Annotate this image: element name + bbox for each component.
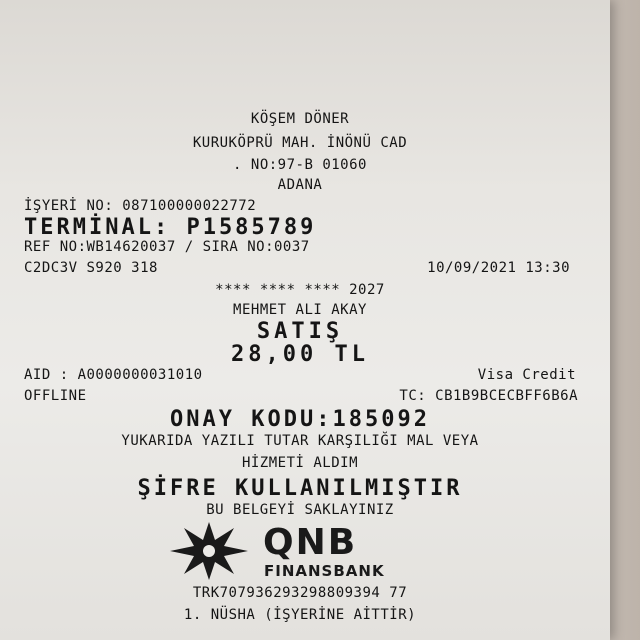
bank-logo-text: QNB xyxy=(263,522,358,563)
address-line-1: KURUKÖPRÜ MAH. İNÖNÜ CAD xyxy=(192,135,408,151)
qnb-star-icon xyxy=(168,520,250,582)
terminal-id: TERMİNAL: P1585789 xyxy=(24,215,317,240)
notice-line-1: YUKARIDA YAZILI TUTAR KARŞILIĞI MAL VEYA xyxy=(121,433,479,449)
transaction-datetime: 10/09/2021 13:30 xyxy=(427,260,570,276)
bank-logo xyxy=(168,520,458,584)
address-line-2: . NO:97-B 01060 xyxy=(233,157,367,173)
tc-code: TC: CB1B9BCECBFF6B6A xyxy=(399,388,578,404)
card-number-masked: **** **** **** 2027 xyxy=(215,282,385,298)
card-type: Visa Credit xyxy=(477,367,576,383)
device-code: C2DC3V S920 318 xyxy=(24,260,158,276)
transaction-type: SATIŞ xyxy=(256,319,344,344)
bank-logo-subtext: FINANSBANK xyxy=(264,562,385,580)
merchant-name: KÖŞEM DÖNER xyxy=(250,111,350,127)
mode-row xyxy=(24,389,578,403)
copy-label: 1. NÜSHA (İŞYERİNE AİTTİR) xyxy=(183,607,417,623)
aid: AID : A0000000031010 xyxy=(24,367,203,383)
reference-line: REF NO:WB14620037 / SIRA NO:0037 xyxy=(24,239,310,255)
approval-code: ONAY KODU:185092 xyxy=(170,407,430,432)
merchant-number: İŞYERİ NO: 087100000022772 xyxy=(24,198,257,214)
cardholder-name: MEHMET ALI AKAY xyxy=(233,302,367,318)
trk-code: TRK707936293298809394 77 xyxy=(192,585,408,601)
city: ADANA xyxy=(277,177,323,193)
notice-line-2: HİZMETİ ALDIM xyxy=(241,455,359,471)
transaction-mode: OFFLINE xyxy=(24,388,87,404)
pin-used-notice: ŞİFRE KULLANILMIŞTIR xyxy=(137,476,463,501)
aid-row xyxy=(24,368,576,382)
transaction-amount: 28,00 TL xyxy=(231,342,369,367)
keep-receipt-notice: BU BELGEYİ SAKLAYINIZ xyxy=(206,502,394,518)
device-datetime-row xyxy=(24,261,570,275)
